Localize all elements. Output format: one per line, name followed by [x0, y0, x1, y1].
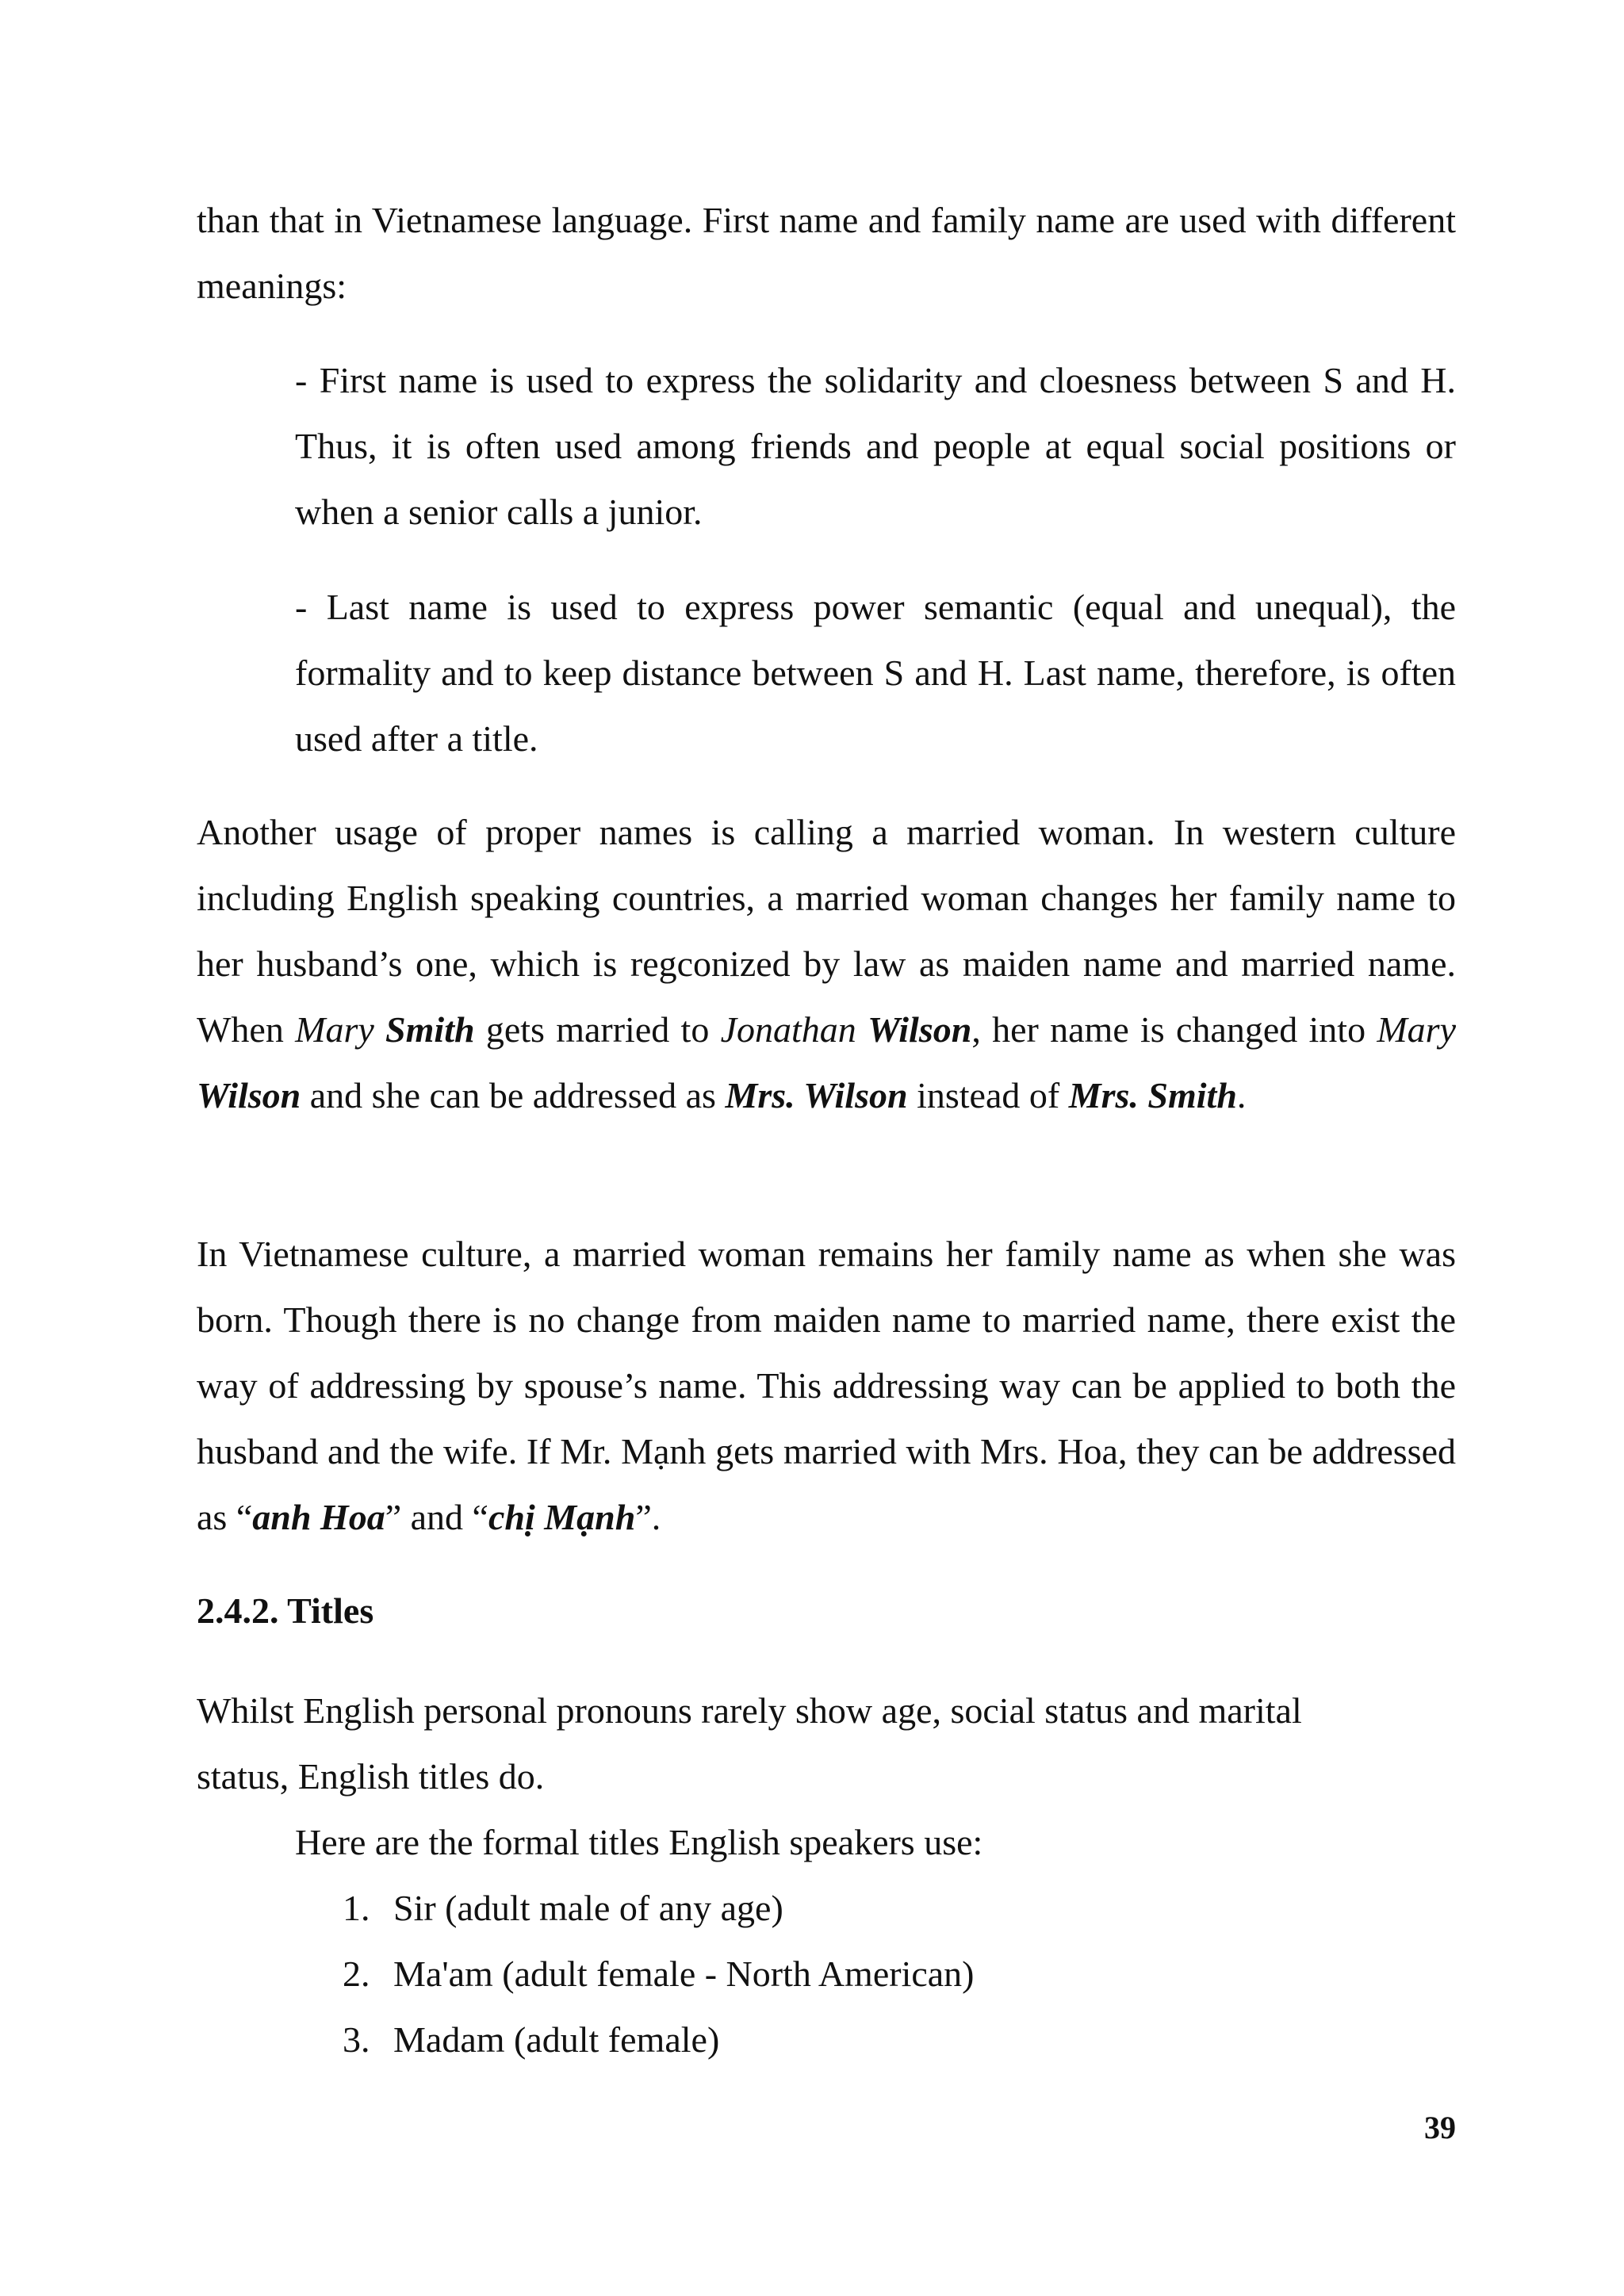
list-item — [343, 1941, 975, 2007]
list-text: Sir (adult male of any age) — [393, 1888, 783, 1928]
bold-italic-name: chị Mạnh — [488, 1497, 636, 1537]
paragraph-vietnamese-culture — [197, 1221, 1456, 1550]
list-number: 2. — [343, 1954, 370, 1994]
bullet-last-name: - Last name is used to express power semantic (equal and unequal), the formality and to keep distance between S and H. Last name, therefore, is often used after a title. — [295, 587, 1456, 759]
text-run: Another usage of proper names is calling a married woman. In western culture including English speaking countries, a married woman changes her family name to her husband’s one, which is regconized by law as maiden name and married name. When — [197, 812, 1456, 1050]
text-run: . — [1236, 1075, 1247, 1115]
list-item — [343, 2007, 975, 2072]
bullet-first-name: - First name is used to express the solidarity and cloesness between S and H. Thus, it is often used among friends and people at equal social positions or when a senior calls a junior. — [295, 360, 1456, 532]
paragraph-married-woman — [197, 799, 1456, 1128]
text-run: ” and “ — [385, 1497, 488, 1537]
list-number: 1. — [343, 1888, 370, 1928]
bold-italic-name: Mrs. Wilson — [725, 1075, 908, 1115]
paragraph-married-woman-text — [197, 799, 1456, 1128]
titles-list — [343, 1875, 975, 2072]
text-run: instead of — [907, 1075, 1069, 1115]
paragraph-intro — [197, 187, 1456, 319]
section-heading: 2.4.2. Titles — [197, 1590, 374, 1631]
paragraph-vietnamese-culture-text — [197, 1221, 1456, 1550]
paragraph-intro-text: than that in Vietnamese language. First name and family name are used with different meanings: — [197, 200, 1456, 306]
list-text: Ma'am (adult female - North American) — [393, 1954, 975, 1994]
italic-name: Mary — [1377, 1009, 1456, 1050]
text-run: , her name is changed into — [971, 1009, 1377, 1050]
page-number: 39 — [1424, 2110, 1456, 2145]
bold-italic-name: anh Hoa — [252, 1497, 385, 1537]
italic-name: Mary — [295, 1009, 386, 1050]
list-number: 3. — [343, 2019, 370, 2060]
text-run: In Vietnamese culture, a married woman remains her family name as when she was born. Though there is no change from maiden name to married name, there exist the way of addressing by spouse’s name. This addressing way can be applied to both the husband and the wife. If Mr. Mạnh gets married with Mrs. Hoa, they can be addressed as “ — [197, 1234, 1456, 1537]
bold-italic-name: Wilson — [868, 1009, 972, 1050]
paragraph-titles — [197, 1678, 1386, 1809]
text-run: gets married to — [474, 1009, 721, 1050]
list-item — [343, 1875, 975, 1941]
bold-italic-name: Wilson — [197, 1075, 301, 1115]
bold-italic-name: Smith — [385, 1009, 475, 1050]
paragraph-titles-text: Whilst English personal pronouns rarely show age, social status and marital status, English titles do. — [197, 1690, 1302, 1797]
italic-name: Jonathan — [720, 1009, 868, 1050]
list-intro: Here are the formal titles English speakers use: — [295, 1822, 983, 1862]
text-run: ”. — [635, 1497, 661, 1537]
text-run: and she can be addressed as — [301, 1075, 726, 1115]
bold-italic-name: Mrs. Smith — [1068, 1075, 1237, 1115]
list-text: Madam (adult female) — [393, 2019, 720, 2060]
